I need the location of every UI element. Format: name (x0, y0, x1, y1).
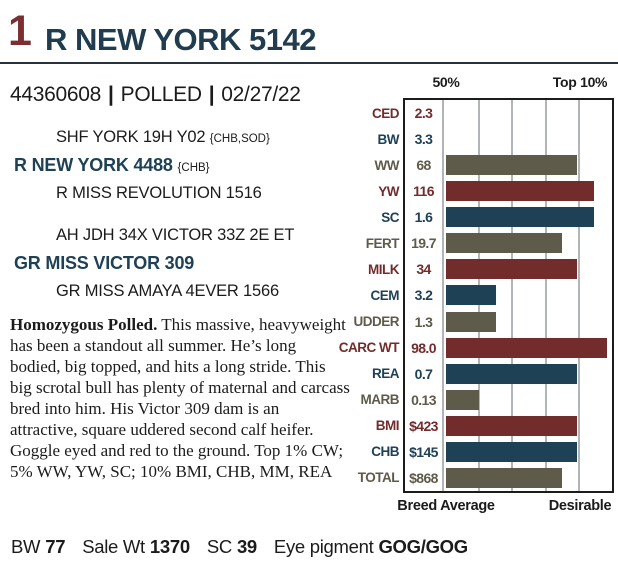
chart-bar (446, 338, 607, 358)
chart-row (405, 230, 612, 256)
chart-row-value: 68 (405, 152, 444, 178)
chart-row-label: MILK (368, 261, 399, 277)
chart-row (405, 282, 612, 308)
chart-bar-area (446, 204, 612, 230)
chart-bar (446, 233, 562, 253)
pedigree-granddam (10, 179, 350, 207)
chart-row (405, 126, 612, 152)
page-title: R NEW YORK 5142 (45, 22, 317, 57)
chart-bar (446, 259, 577, 279)
chart-row-label: CEM (370, 287, 399, 303)
chart-row-value: 3.3 (405, 126, 444, 152)
stat-sc (207, 536, 257, 558)
chart-row (405, 256, 612, 282)
chart-axis-label-50pct: 50% (432, 74, 460, 90)
chart-row (405, 204, 612, 230)
chart-row-value: 2.3 (405, 100, 444, 126)
chart-row-label: UDDER (353, 314, 399, 330)
pedigree-name: R MISS REVOLUTION 1516 (56, 184, 262, 202)
chart-row (405, 178, 612, 204)
chart-bar (446, 468, 562, 488)
chart-row-value: 1.3 (405, 309, 444, 335)
chart-bar-area (446, 100, 612, 126)
stat-label: BW (11, 536, 41, 557)
stat-value: GOG/GOG (378, 536, 468, 557)
pedigree-sire (10, 151, 350, 179)
stat-eye-pigment (274, 536, 468, 558)
separator: | (208, 83, 215, 106)
chart-row (405, 335, 612, 361)
chart-bar-area (446, 256, 612, 282)
lot-number: 1 (8, 7, 31, 55)
chart-bar-area (446, 309, 612, 335)
separator: | (108, 83, 114, 106)
pedigree-suffix: {CHB,SOD} (209, 133, 270, 145)
chart-bar (446, 442, 577, 462)
chart-row-value: 34 (405, 256, 444, 282)
epd-chart (338, 74, 618, 522)
pedigree-suffix: {CHB} (177, 162, 210, 174)
chart-bar-area (446, 439, 612, 465)
birth-date: 02/27/22 (221, 83, 301, 106)
chart-bar-area (446, 178, 612, 204)
pedigree-name: GR MISS AMAYA 4EVER 1566 (56, 282, 279, 300)
stat-label: SC (206, 536, 232, 557)
chart-row-value: $423 (405, 413, 444, 439)
chart-row-label: CARC WT (338, 340, 399, 356)
chart-row-label: CED (371, 105, 399, 121)
chart-row-value: 1.6 (405, 204, 444, 230)
chart-bar-area (446, 413, 612, 439)
stat-label: Sale Wt (82, 536, 145, 557)
chart-row-value: 3.2 (405, 282, 444, 308)
stat-value: 39 (236, 536, 257, 557)
description-lead: Homozygous Polled. (10, 315, 158, 334)
chart-row (405, 152, 612, 178)
chart-row-value: $145 (405, 439, 444, 465)
pedigree-name: GR MISS VICTOR 309 (14, 253, 195, 273)
chart-bar (446, 207, 594, 227)
chart-bar (446, 364, 577, 384)
chart-row-value: 0.13 (405, 387, 444, 413)
chart-bar-area (446, 465, 612, 491)
chart-bar (446, 390, 479, 410)
chart-bar-area (446, 387, 612, 413)
horn-status: POLLED (120, 83, 202, 106)
chart-row-label: WW (374, 157, 399, 173)
chart-row-value: 0.7 (405, 361, 444, 387)
pedigree-name: AH JDH 34X VICTOR 33Z 2E ET (56, 226, 295, 244)
stat-label: Eye pigment (273, 536, 374, 557)
chart-axis-label-desirable: Desirable (548, 498, 612, 514)
stat-sale-wt (82, 536, 190, 558)
chart-row-label: SC (381, 209, 399, 225)
chart-bar-area (446, 126, 612, 152)
chart-bar (446, 155, 577, 175)
pedigree-name: SHF YORK 19H Y02 (56, 128, 206, 146)
chart-row-label: BMI (375, 418, 399, 434)
chart-axis-label-top10pct: Top 10% (552, 74, 608, 90)
chart-bar (446, 181, 594, 201)
chart-row-value: 98.0 (405, 335, 444, 361)
chart-bar (446, 416, 577, 436)
pedigree-dam (10, 249, 350, 277)
chart-row-label: BW (377, 131, 399, 147)
chart-row (405, 309, 612, 335)
chart-row (405, 439, 612, 465)
pedigree-grandsire (10, 123, 350, 151)
chart-row-label: TOTAL (357, 470, 399, 486)
chart-row (405, 387, 612, 413)
stat-value: 1370 (149, 536, 190, 557)
chart-box-rows (405, 100, 612, 491)
chart-row (405, 100, 612, 126)
pedigree-dam-group (10, 221, 350, 305)
chart-row-label: YW (378, 183, 399, 199)
stat-value: 77 (45, 536, 66, 557)
chart-labels (338, 100, 399, 491)
chart-box (403, 98, 614, 493)
description-body: This massive, heavyweight has been a standout all summer. He’s long bodied, big topped, and hits a long stride. This big scrotal bull has plenty of maternal and carcass bred into him. His Victor 309 dam is an attractive, square uddered second calf heifer. Goggle eyed and red to the ground. Top 1% CW; 5% WW, YW, SC; 10% BMI, CHB, MM, REA (10, 315, 350, 481)
chart-bar (446, 312, 496, 332)
chart-row-label: FERT (365, 235, 399, 251)
chart-row (405, 413, 612, 439)
stats-row (11, 536, 468, 558)
registration-number: 44360608 (10, 83, 102, 106)
chart-bar (446, 285, 496, 305)
chart-axis-label-breed-average: Breed Average (397, 498, 495, 514)
chart-row (405, 361, 612, 387)
chart-row-label: MARB (360, 392, 399, 408)
chart-row-value: $868 (405, 465, 444, 491)
pedigree-grandsire (10, 221, 350, 249)
chart-bar-area (446, 282, 612, 308)
pedigree-granddam (10, 277, 350, 305)
pedigree-name: R NEW YORK 4488 (14, 155, 173, 175)
description-paragraph (10, 314, 350, 482)
pedigree-sire-group (10, 123, 350, 207)
stat-bw (11, 536, 65, 558)
chart-row-label: REA (371, 366, 399, 382)
chart-bar-area (446, 152, 612, 178)
registration-line (10, 83, 301, 107)
chart-row (405, 465, 612, 491)
chart-bar-area (446, 361, 612, 387)
chart-bar-area (446, 230, 612, 256)
chart-bar-area (446, 335, 612, 361)
chart-row-value: 116 (405, 178, 444, 204)
chart-row-value: 19.7 (405, 230, 444, 256)
chart-row-label: CHB (371, 444, 399, 460)
title-divider (0, 62, 618, 64)
